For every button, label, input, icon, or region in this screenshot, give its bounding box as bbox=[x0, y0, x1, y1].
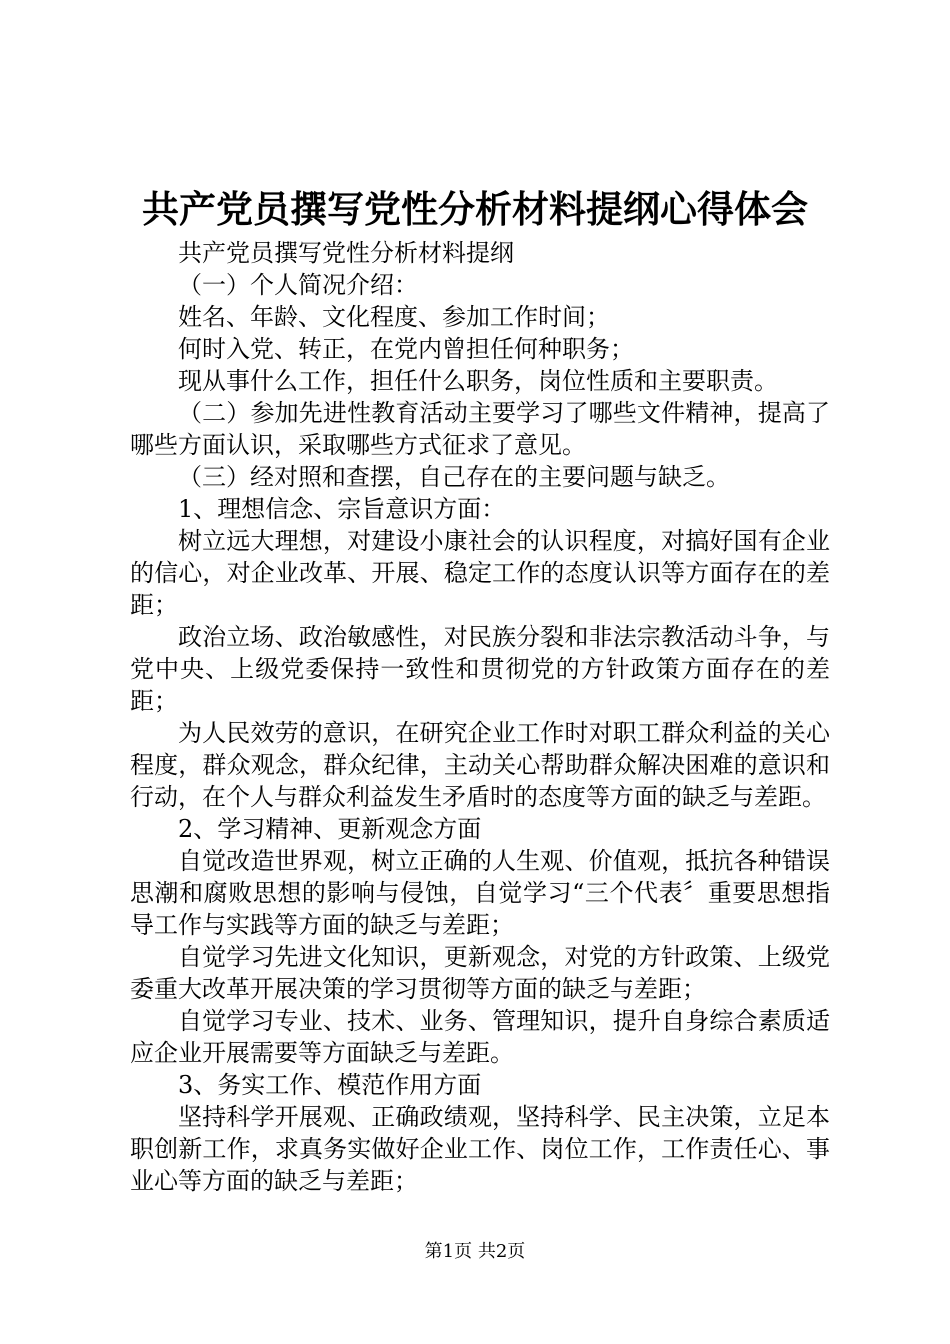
paragraph: （二）参加先进性教育活动主要学习了哪些文件精神，提高了哪些方面认识，采取哪些方式征求了意见。 bbox=[130, 399, 830, 459]
page-number-footer: 第1页 共2页 bbox=[424, 1241, 526, 1262]
paragraph: 自觉学习专业、技术、业务、管理知识，提升自身综合素质适应企业开展需要等方面缺乏与差距。 bbox=[130, 1007, 830, 1067]
paragraph: 3、务实工作、模范作用方面 bbox=[178, 1071, 482, 1099]
paragraph: 姓名、年龄、文化程度、参加工作时间； bbox=[178, 303, 610, 331]
paragraph: 自觉改造世界观，树立正确的人生观、价值观，抵抗各种错误思潮和腐败思想的影响与侵蚀，自觉学习“三个代表〞重要思想指导工作与实践等方面的缺乏与差距； bbox=[130, 847, 830, 939]
paragraph: 1、理想信念、宗旨意识方面： bbox=[178, 495, 506, 523]
paragraph: 坚持科学开展观、正确政绩观，坚持科学、民主决策，立足本职创新工作，求真务实做好企业工作、岗位工作，工作责任心、事业心等方面的缺乏与差距； bbox=[130, 1103, 830, 1195]
paragraph: 树立远大理想，对建设小康社会的认识程度，对搞好国有企业的信心，对企业改革、开展、稳定工作的态度认识等方面存在的差距； bbox=[130, 527, 830, 619]
paragraph: 2、学习精神、更新观念方面 bbox=[178, 815, 482, 843]
paragraph: 为人民效劳的意识，在研究企业工作时对职工群众利益的关心程度，群众观念，群众纪律，主动关心帮助群众解决困难的意识和行动，在个人与群众利益发生矛盾时的态度等方面的缺乏与差距。 bbox=[130, 719, 830, 811]
paragraph: 现从事什么工作，担任什么职务，岗位性质和主要职责。 bbox=[178, 367, 778, 395]
paragraph: 共产党员撰写党性分析材料提纲 bbox=[178, 239, 514, 267]
paragraph: 何时入党、转正，在党内曾担任何种职务； bbox=[178, 335, 634, 363]
paragraph: 政治立场、政治敏感性，对民族分裂和非法宗教活动斗争，与党中央、上级党委保持一致性和贯彻党的方针政策方面存在的差距； bbox=[130, 623, 830, 715]
document-title: 共产党员撰写党性分析材料提纲心得体会 bbox=[142, 187, 808, 231]
paragraph: （三）经对照和查摆，自己存在的主要问题与缺乏。 bbox=[178, 463, 730, 491]
paragraph: （一）个人简况介绍： bbox=[178, 271, 418, 299]
document-body bbox=[130, 237, 830, 1197]
paragraph: 自觉学习先进文化知识，更新观念，对党的方针政策、上级党委重大改革开展决策的学习贯彻等方面的缺乏与差距； bbox=[130, 943, 830, 1003]
